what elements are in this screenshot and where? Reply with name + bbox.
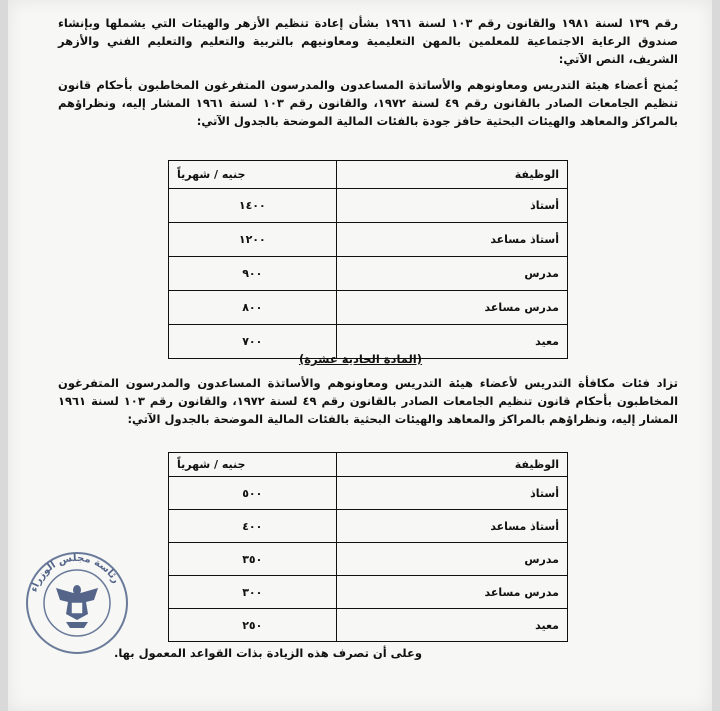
table-row — [169, 291, 568, 325]
amount-cell: ٩٠٠ — [169, 257, 337, 291]
position-cell: أستاذ — [336, 189, 567, 223]
header-position: الوظيفة — [336, 453, 567, 477]
amount-cell: ٨٠٠ — [169, 291, 337, 325]
teaching-bonus-table — [168, 452, 568, 642]
amount-cell: ٥٠٠ — [169, 477, 337, 510]
table-row — [169, 257, 568, 291]
header-position: الوظيفة — [336, 161, 567, 189]
intro-paragraph: رقم ١٣٩ لسنة ١٩٨١ والقانون رقم ١٠٣ لسنة ١٩٦١ بشأن إعادة تنظيم الأزهر والهيئات التي يشملها وبإنشاء صندوق الرعاية الاجتماعية للمعلمين بالمهن التعليمية ومعاونيهم بالتربية والتعليم والتعليم الفني والأزهر الشريف، النص الآتي: — [58, 16, 678, 66]
amount-cell: ٣٥٠ — [169, 543, 337, 576]
article-eleven-paragraph: تزاد فئات مكافأة التدريس لأعضاء هيئة التدريس ومعاونوهم والأساتذة المساعدون والمدرسون المتفرغون المخاطبون بأحكام قانون تنظيم الجامعات الصادر بالقانون رقم ٤٩ لسنة ١٩٧٢، والقانون رقم ١٠٣ لسنة ١٩٦١ المشار إليه، ونظراؤهم بالمراكز والمعاهد والهيئات البحثية بالفئات المالية الموضحة بالجدول الآتي: — [58, 376, 679, 426]
table-row — [169, 543, 568, 576]
position-cell: مدرس — [336, 543, 567, 576]
table-header-row — [169, 453, 568, 477]
header-amount: جنيه / شهرياً — [169, 161, 337, 189]
amount-cell: ٢٥٠ — [169, 609, 337, 642]
position-cell: أستاذ مساعد — [336, 510, 567, 543]
position-cell: مدرس مساعد — [336, 576, 567, 609]
quality-incentive-table — [168, 160, 568, 359]
cabinet-seal-icon — [22, 548, 132, 658]
amount-cell: ١٤٠٠ — [169, 189, 337, 223]
position-cell: مدرس مساعد — [336, 291, 567, 325]
position-cell: أستاذ — [336, 477, 567, 510]
table-row — [169, 609, 568, 642]
table-row — [169, 189, 568, 223]
table-row — [169, 576, 568, 609]
header-amount: جنيه / شهرياً — [169, 453, 337, 477]
article-ten-paragraph: يُمنح أعضاء هيئة التدريس ومعاونوهم والأساتذة المساعدون والمدرسون المتفرغون المخاطبون بأحكام قانون تنظيم الجامعات الصادر بالقانون رقم ٤٩ لسنة ١٩٧٢، والقانون رقم ١٠٣ لسنة ١٩٦١ المشار إليه، ونظراؤهم بالمراكز والمعاهد والهيئات البحثية حافز جودة بالفئات المالية الموضحة بالجدول الآتي: — [58, 78, 679, 128]
seal-text: رئاسة مجلس الوزراء — [28, 552, 122, 594]
amount-cell: ٧٠٠ — [169, 325, 337, 359]
table-row — [169, 223, 568, 257]
closing-sentence: وعلى أن تصرف هذه الزيادة بذات القواعد المعمول بها. — [113, 646, 422, 660]
article-eleven-heading: (المادة الحادية عشرة) — [298, 352, 422, 366]
position-cell: أستاذ مساعد — [336, 223, 567, 257]
position-cell: معيد — [336, 325, 567, 359]
table-header-row — [169, 161, 568, 189]
amount-cell: ٤٠٠ — [169, 510, 337, 543]
position-cell: معيد — [336, 609, 567, 642]
table-row — [169, 477, 568, 510]
table-row — [169, 510, 568, 543]
amount-cell: ١٢٠٠ — [169, 223, 337, 257]
amount-cell: ٣٠٠ — [169, 576, 337, 609]
document-page — [8, 0, 712, 711]
position-cell: مدرس — [336, 257, 567, 291]
eagle-icon — [56, 585, 98, 628]
